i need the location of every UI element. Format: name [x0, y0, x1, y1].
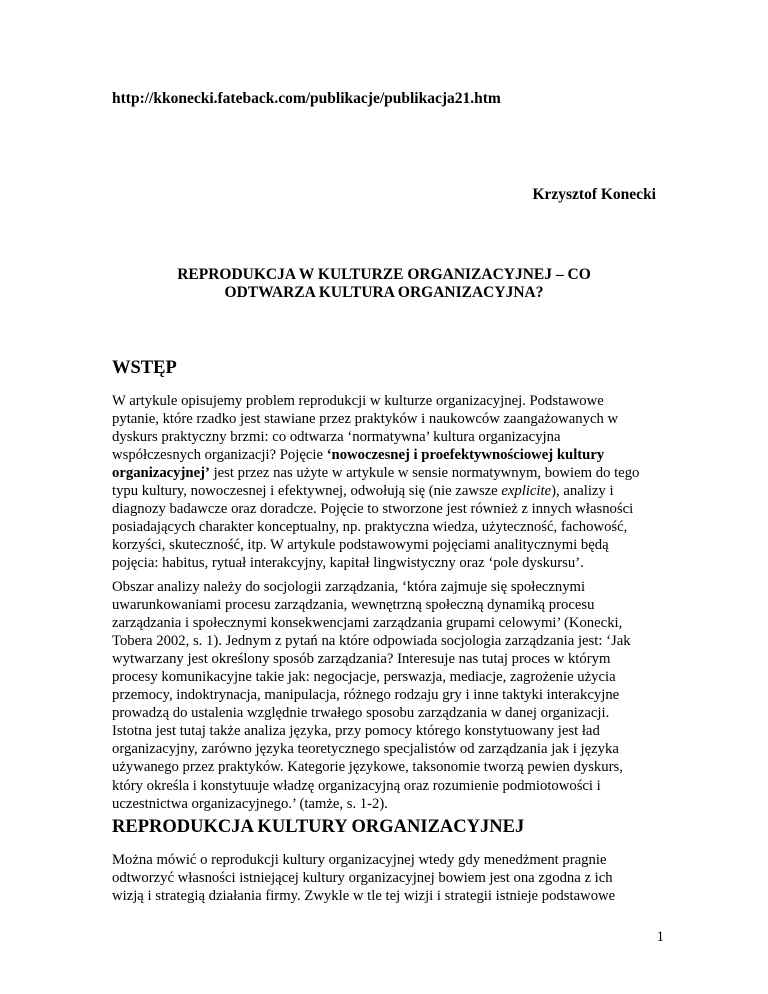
- title-line: REPRODUKCJA W KULTURZE ORGANIZACYJNEJ – CO: [177, 266, 591, 283]
- text-line: organizacyjny, zarówno języka teoretycznego specjalistów od zarządzania jak i języka: [112, 741, 619, 758]
- text-run: jest przez nas użyte w artykule w sensie normatywnym, bowiem do tego: [209, 465, 640, 482]
- text-line: wizją i strategią działania firmy. Zwykle w tle tej wizji i strategii istnieje podstawowe: [112, 888, 616, 905]
- text-line: Można mówić o reprodukcji kultury organizacyjnej wtedy gdy menedżment pragnie: [112, 852, 607, 868]
- text-line: dyskurs praktyczny brzmi: co odtwarza ‘normatywna’ kultura organizacyjna: [112, 429, 561, 446]
- text-line: pytanie, które rzadko jest stawiane przez praktyków i naukowców zaangażowanych w: [112, 411, 619, 428]
- text-line: Obszar analizy należy do socjologii zarządzania, ‘która zajmuje się społecznymi: [112, 579, 586, 595]
- text-line: posiadających charakter konceptualny, np. praktyczna wiedza, użyteczność, fachowość,: [112, 519, 628, 536]
- text-line: pojęcia: habitus, rytuał interakcyjny, kapitał lingwistyczny oraz ‘pole dyskursu’.: [112, 555, 584, 572]
- section-heading-intro: WSTĘP: [112, 358, 177, 378]
- source-url: http://kkonecki.fateback.com/publikacje/publikacja21.htm: [112, 90, 501, 107]
- title-line: ODTWARZA KULTURA ORGANIZACYJNA?: [224, 284, 544, 301]
- text-line: Tobera 2002, s. 1). Jednym z pytań na które odpowiada socjologia zarządzania jest: ‘Jak: [112, 633, 631, 650]
- text-line: uwarunkowaniami procesu zarządzania, wewnętrzną społeczną dynamiką procesu: [112, 597, 595, 614]
- bold-term: ‘nowoczesnej i proefektywnościowej kultury: [326, 447, 605, 464]
- reproduction-paragraph-1: [112, 851, 672, 905]
- text-run: ), analizy i: [551, 483, 614, 500]
- text-line: przemocy, indoktrynacja, manipulacja, różnego rodzaju gry i inne taktyki interakcyjne: [112, 687, 620, 704]
- section-heading-reproduction: REPRODUKCJA KULTURY ORGANIZACYJNEJ: [112, 817, 525, 837]
- text-line: uczestnictwa organizacyjnego.’ (tamże, s. 1-2).: [112, 795, 388, 812]
- intro-paragraph-1: [112, 392, 672, 572]
- text-line: [112, 482, 672, 500]
- text-line: korzyści, skuteczność, itp. W artykule podstawowymi pojęciami analitycznymi będą: [112, 537, 609, 554]
- text-line: [112, 446, 672, 464]
- document-title: [112, 266, 656, 302]
- text-line: wytwarzany jest określony sposób zarządzania? Interesuje nas tutaj proces w którym: [112, 651, 611, 668]
- text-line: W artykule opisujemy problem reprodukcji w kulturze organizacyjnej. Podstawowe: [112, 393, 604, 409]
- text-run: współczesnych organizacji? Pojęcie: [112, 447, 327, 464]
- page-number: 1: [656, 929, 664, 945]
- text-line: diagnozy badawcze oraz doradcze. Pojęcie to stworzone jest również z innych własności: [112, 501, 634, 518]
- text-line: zarządzania i społecznymi konsekwencjami zarządzania grupami celowymi’ (Konecki,: [112, 615, 623, 632]
- text-run: typu kultury, nowoczesnej i efektywnej, odwołują się (nie zawsze: [112, 483, 502, 500]
- text-line: używanego przez praktyków. Kategorie językowe, taksonomie tworzą pewien dyskurs,: [112, 759, 623, 776]
- text-line: prowadzą do ustalenia względnie trwałego sposobu zarządzania w danej organizacji.: [112, 705, 610, 722]
- author-name: Krzysztof Konecki: [532, 186, 656, 203]
- text-line: odtworzyć własności istniejącej kultury organizacyjnej bowiem jest ona zgodna z ich: [112, 870, 613, 887]
- text-line: który określa i konstytuuje władzę organizacyjną oraz rozumienie podmiotowości i: [112, 777, 601, 794]
- text-line: procesy komunikacyjne takie jak: negocjacje, perswazja, mediacje, zagrożenie użycia: [112, 669, 616, 686]
- text-line: Istotna jest tutaj także analiza języka, przy pomocy którego konstytuowany jest ład: [112, 723, 600, 740]
- italic-term: explicite: [501, 483, 552, 500]
- bold-term: organizacyjnej’: [112, 465, 210, 482]
- text-line: [112, 464, 672, 482]
- intro-paragraph-2: [112, 578, 672, 813]
